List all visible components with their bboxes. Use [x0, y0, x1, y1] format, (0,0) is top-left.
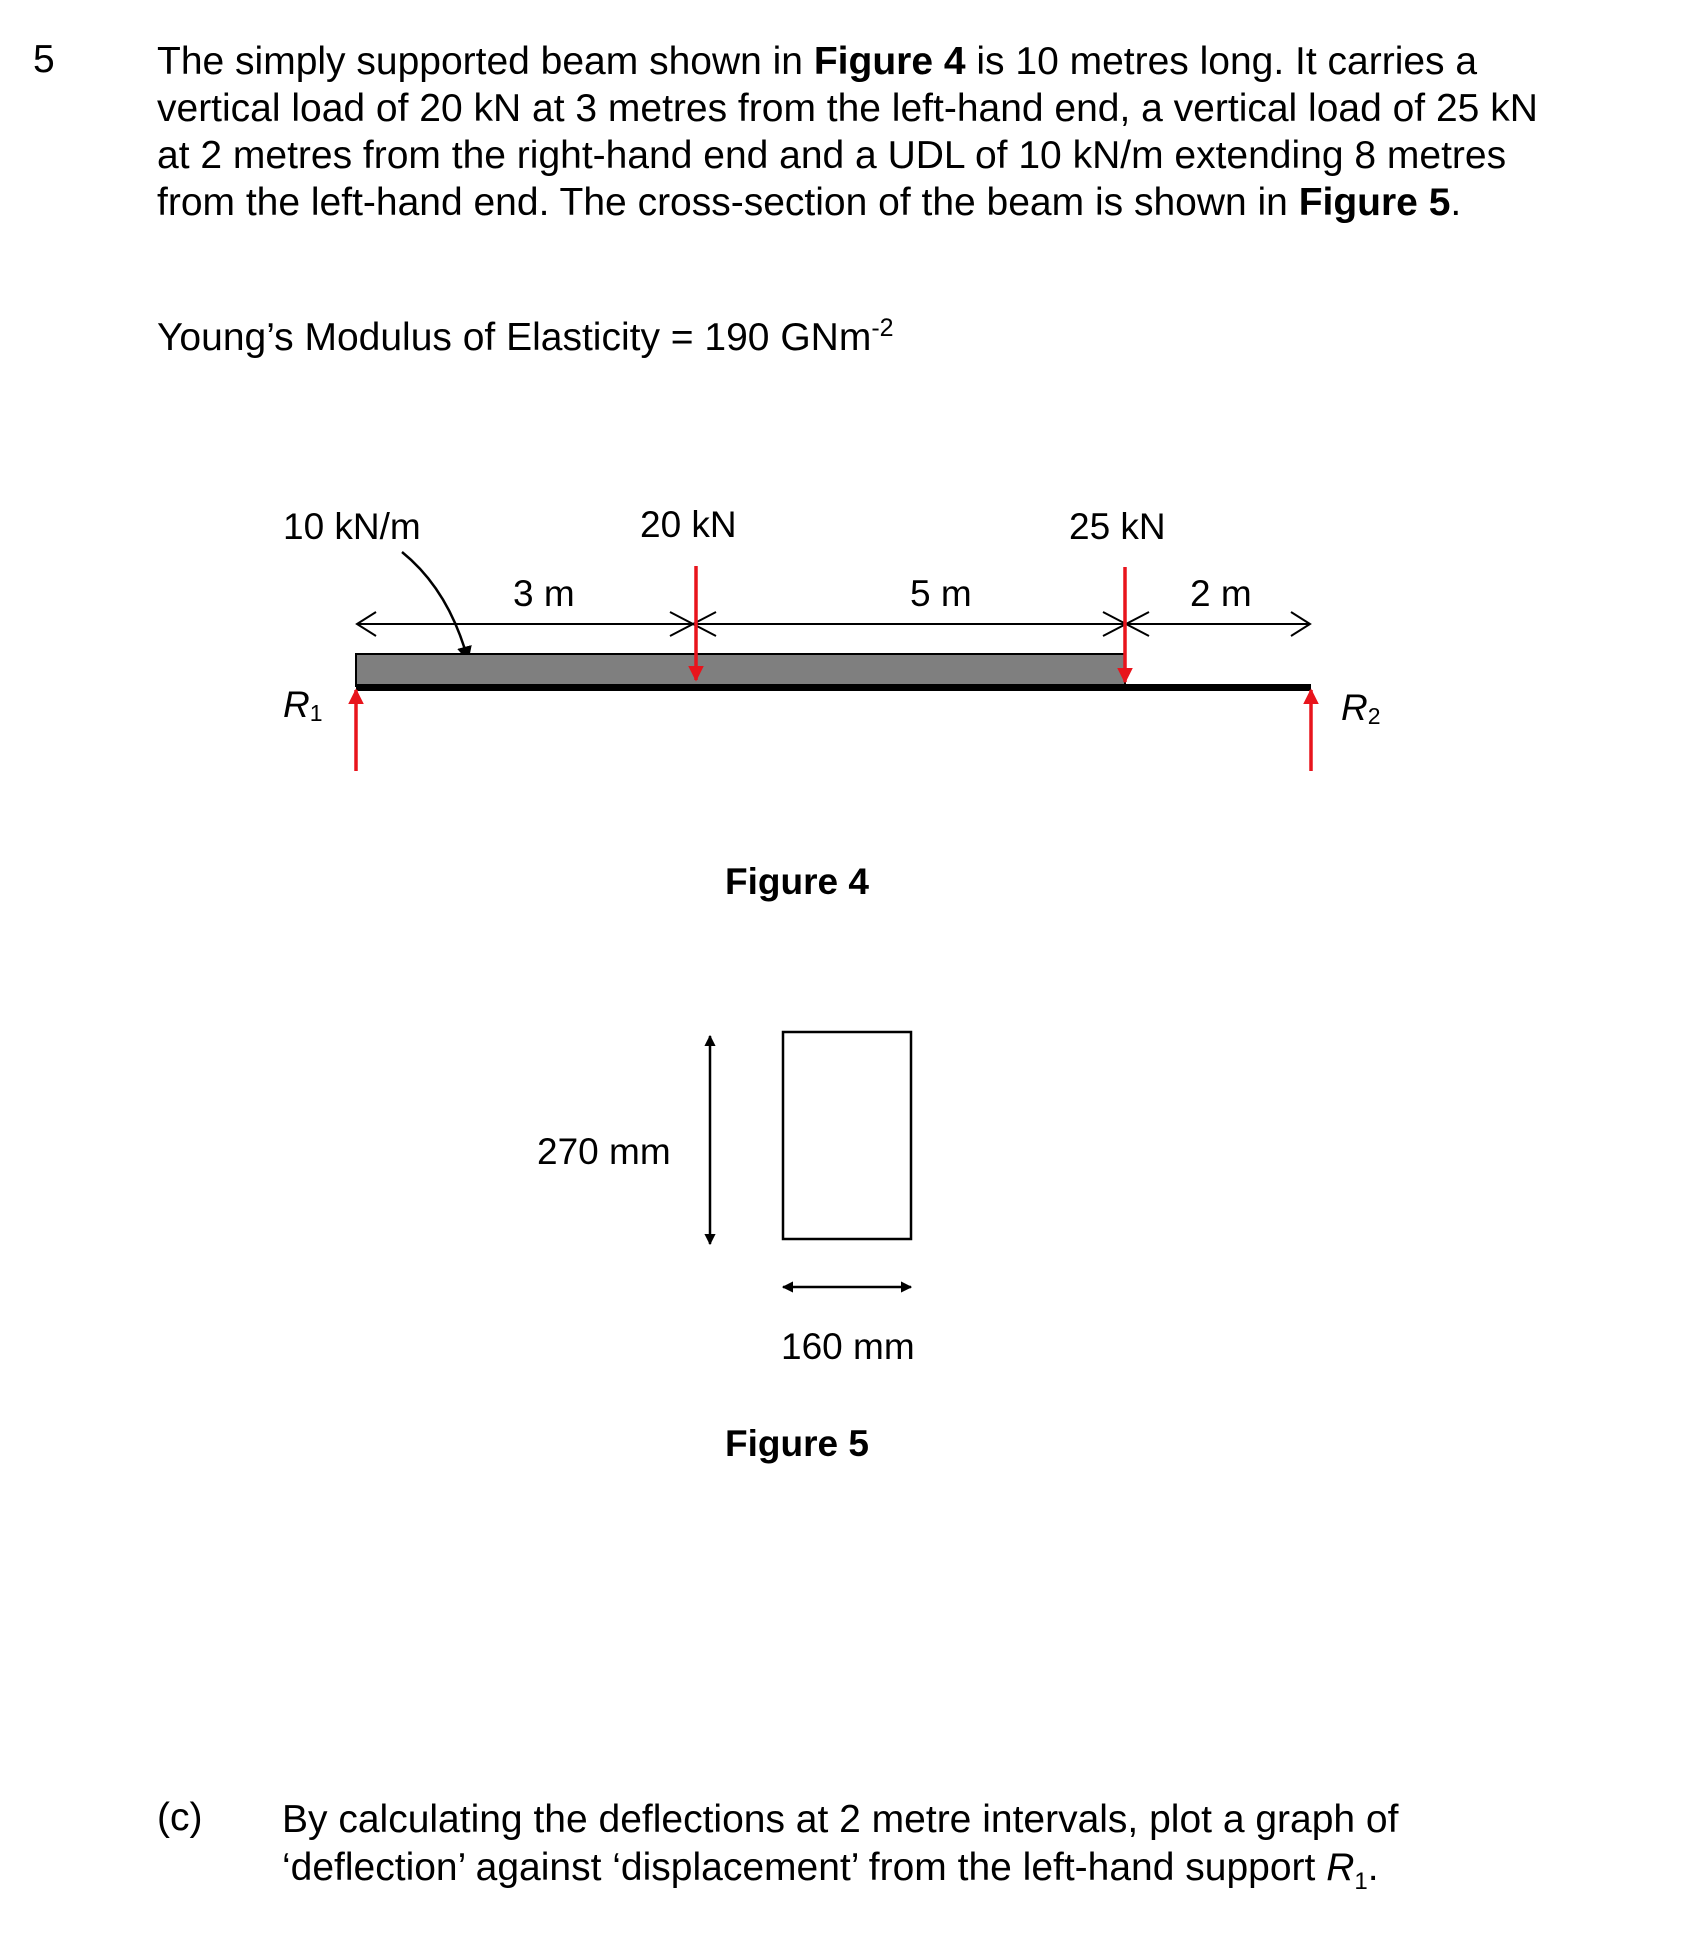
figure-5: [537, 1032, 915, 1464]
figure5-reference: Figure 5: [1298, 181, 1451, 224]
figure4-reference: Figure 4: [813, 40, 966, 83]
dimension-line: [357, 612, 1310, 636]
part-c-label: (c): [157, 1796, 203, 1839]
question-number: 5: [33, 38, 55, 81]
part-c-text: [282, 1796, 1582, 1906]
modulus-exponent: -2: [871, 314, 894, 342]
reaction-right-label: R2: [1341, 687, 1381, 729]
intro-text-2: is 10 metres long. It carries a vertical load of 20 kN at 3 metres from the left-hand end, a vertical load of 25 kN at 2 metres from the right-hand end and a UDL of 10 kN/m extending 8 metres from the left-hand end. The cross-section of the beam is shown in: [157, 40, 1538, 224]
udl-label: 10 kN/m: [283, 506, 421, 547]
part-c-ref-symbol: R: [1326, 1846, 1355, 1889]
load2-label: 25 kN: [1069, 506, 1166, 547]
load1-label: 20 kN: [640, 504, 737, 545]
intro-text-3: .: [1450, 181, 1462, 224]
height-label: 270 mm: [537, 1131, 671, 1172]
span1-label: 3 m: [513, 573, 575, 614]
part-c-end: .: [1367, 1846, 1379, 1889]
udl-pointer-arrow: [402, 552, 468, 660]
span2-label: 5 m: [910, 573, 972, 614]
span3-label: 2 m: [1190, 573, 1252, 614]
figure4-caption: Figure 4: [725, 861, 869, 902]
reaction-left-label: R1: [283, 684, 323, 726]
figure5-caption: Figure 5: [725, 1423, 869, 1464]
udl-load-block: [356, 654, 1125, 686]
modulus-label: Young’s Modulus of Elasticity = 190 GNm: [157, 316, 872, 359]
width-label: 160 mm: [781, 1326, 915, 1367]
part-c-body: By calculating the deflections at 2 metre intervals, plot a graph of ‘deflection’ against ‘displacement’ from the left-hand support: [282, 1798, 1399, 1889]
beam: [356, 684, 1311, 691]
part-c-ref-sub: 1: [1354, 1867, 1368, 1895]
figure-4: [283, 504, 1381, 902]
cross-section: [783, 1032, 911, 1239]
intro-text-1: The simply supported beam shown in: [157, 40, 814, 83]
